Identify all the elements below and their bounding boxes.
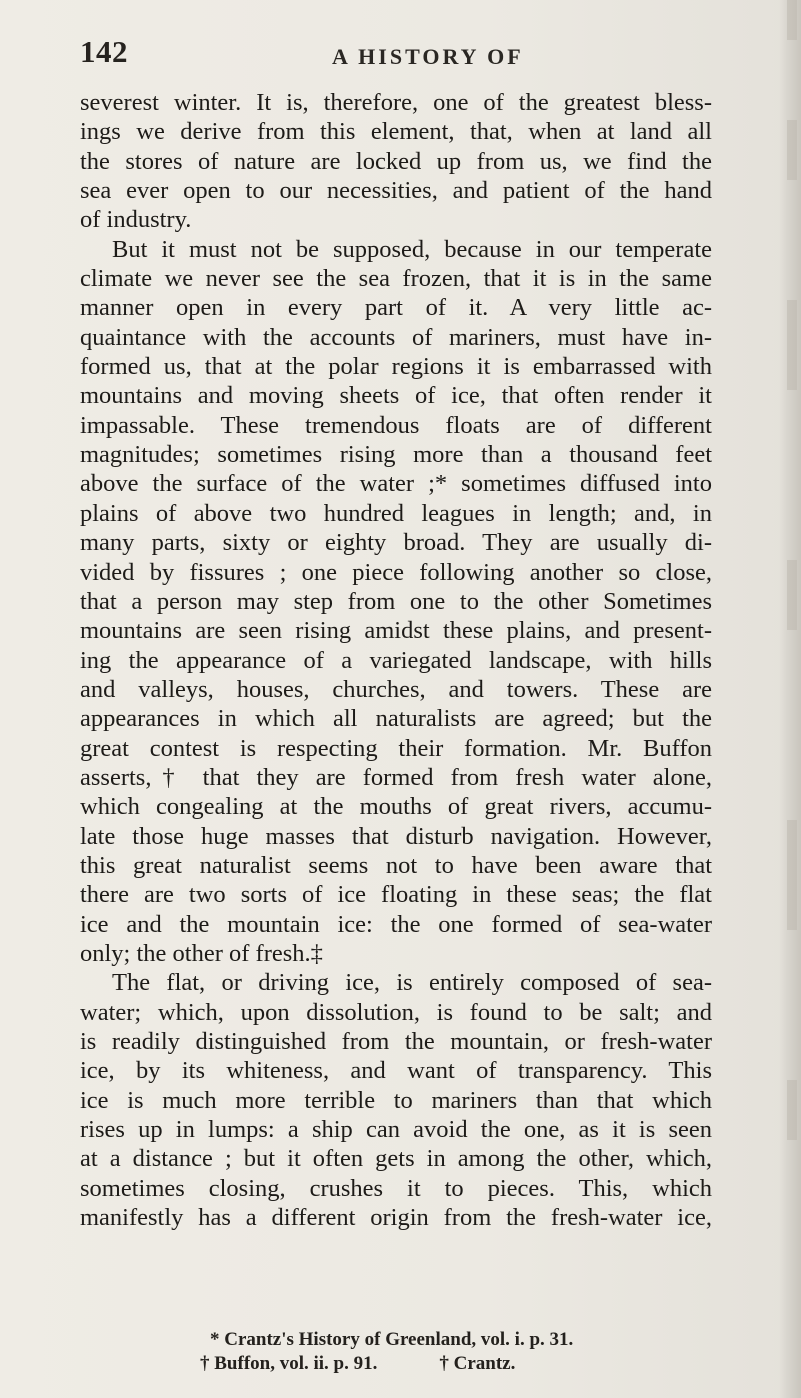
- footnote-line-2: [80, 1352, 720, 1376]
- text-line: mountains are seen rising amidst these plains, and present-: [80, 617, 712, 645]
- footnote-crantz: † Crantz.: [439, 1353, 516, 1374]
- text-line: great contest is respecting their formation. Mr. Buffon: [80, 734, 712, 762]
- footnote-crantz-history: * Crantz's History of Greenland, vol. i. p. 31.: [210, 1329, 574, 1350]
- text-line: of industry.: [80, 206, 192, 234]
- text-line: ice, by its whiteness, and want of transparency. This: [80, 1057, 712, 1085]
- text-line: vided by fissures ; one piece following another so close,: [80, 558, 712, 586]
- page-edge-shadow: [779, 0, 801, 1398]
- text-line: that a person may step from one to the other Sometimes: [80, 587, 712, 615]
- text-line: ings we derive from this element, that, when at land all: [80, 118, 712, 146]
- text-line: which congealing at the mouths of great rivers, accumu-: [80, 793, 712, 821]
- paragraph-start-line: But it must not be supposed, because in our temperate: [112, 235, 712, 263]
- text-line: climate we never see the sea frozen, that it is in the same: [80, 265, 712, 293]
- text-line: plains of above two hundred leagues in length; and, in: [80, 499, 712, 527]
- text-line: ing the appearance of a variegated landscape, with hills: [80, 646, 712, 674]
- text-line: this great naturalist seems not to have been aware that: [80, 851, 712, 879]
- paragraph-start-line: The flat, or driving ice, is entirely composed of sea-: [112, 969, 712, 997]
- page-number: 142: [80, 34, 128, 69]
- text-line: the stores of nature are locked up from us, we find the: [80, 147, 712, 175]
- text-line: sea ever open to our necessities, and patient of the hand: [80, 177, 712, 205]
- text-line: rises up in lumps: a ship can avoid the one, as it is seen: [80, 1116, 712, 1144]
- text-line: ice and the mountain ice: the one formed of sea-water: [80, 910, 712, 938]
- body-text: [80, 88, 712, 1232]
- text-line: many parts, sixty or eighty broad. They are usually di-: [80, 529, 712, 557]
- text-line: impassable. These tremendous floats are of different: [80, 411, 712, 439]
- footnote-buffon: † Buffon, vol. ii. p. 91.: [200, 1353, 378, 1374]
- text-line: mountains and moving sheets of ice, that often render it: [80, 382, 712, 410]
- text-line: and valleys, houses, churches, and towers. These are: [80, 675, 712, 703]
- page-header: [80, 34, 720, 84]
- text-line: there are two sorts of ice floating in these seas; the flat: [80, 881, 712, 909]
- text-line: formed us, that at the polar regions it is embarrassed with: [80, 353, 712, 381]
- running-head: A HISTORY OF: [332, 44, 524, 69]
- text-line: severest winter. It is, therefore, one of the greatest bless-: [80, 89, 712, 116]
- text-line: asserts,† that they are formed from fresh water alone,: [80, 763, 712, 791]
- text-line: is readily distinguished from the mountain, or fresh-water: [80, 1028, 712, 1055]
- text-line: ice is much more terrible to mariners than that which: [80, 1086, 712, 1114]
- text-line: manifestly has a different origin from the fresh-water ice,: [80, 1204, 712, 1232]
- text-line: quaintance with the accounts of mariners, must have in-: [80, 323, 712, 351]
- footnotes: [80, 1328, 720, 1376]
- text-line: sometimes closing, crushes it to pieces. This, which: [80, 1174, 712, 1202]
- text-line: magnitudes; sometimes rising more than a thousand feet: [80, 441, 712, 469]
- text-line: above the surface of the water ;* sometimes diffused into: [80, 470, 712, 498]
- text-line: manner open in every part of it. A very little ac-: [80, 294, 712, 322]
- text-line: only; the other of fresh.‡: [80, 939, 323, 967]
- text-line: at a distance ; but it often gets in among the other, which,: [80, 1145, 712, 1173]
- text-line: water; which, upon dissolution, is found to be salt; and: [80, 998, 712, 1026]
- text-line: appearances in which all naturalists are agreed; but the: [80, 705, 712, 733]
- text-line: late those huge masses that disturb navigation. However,: [80, 822, 712, 850]
